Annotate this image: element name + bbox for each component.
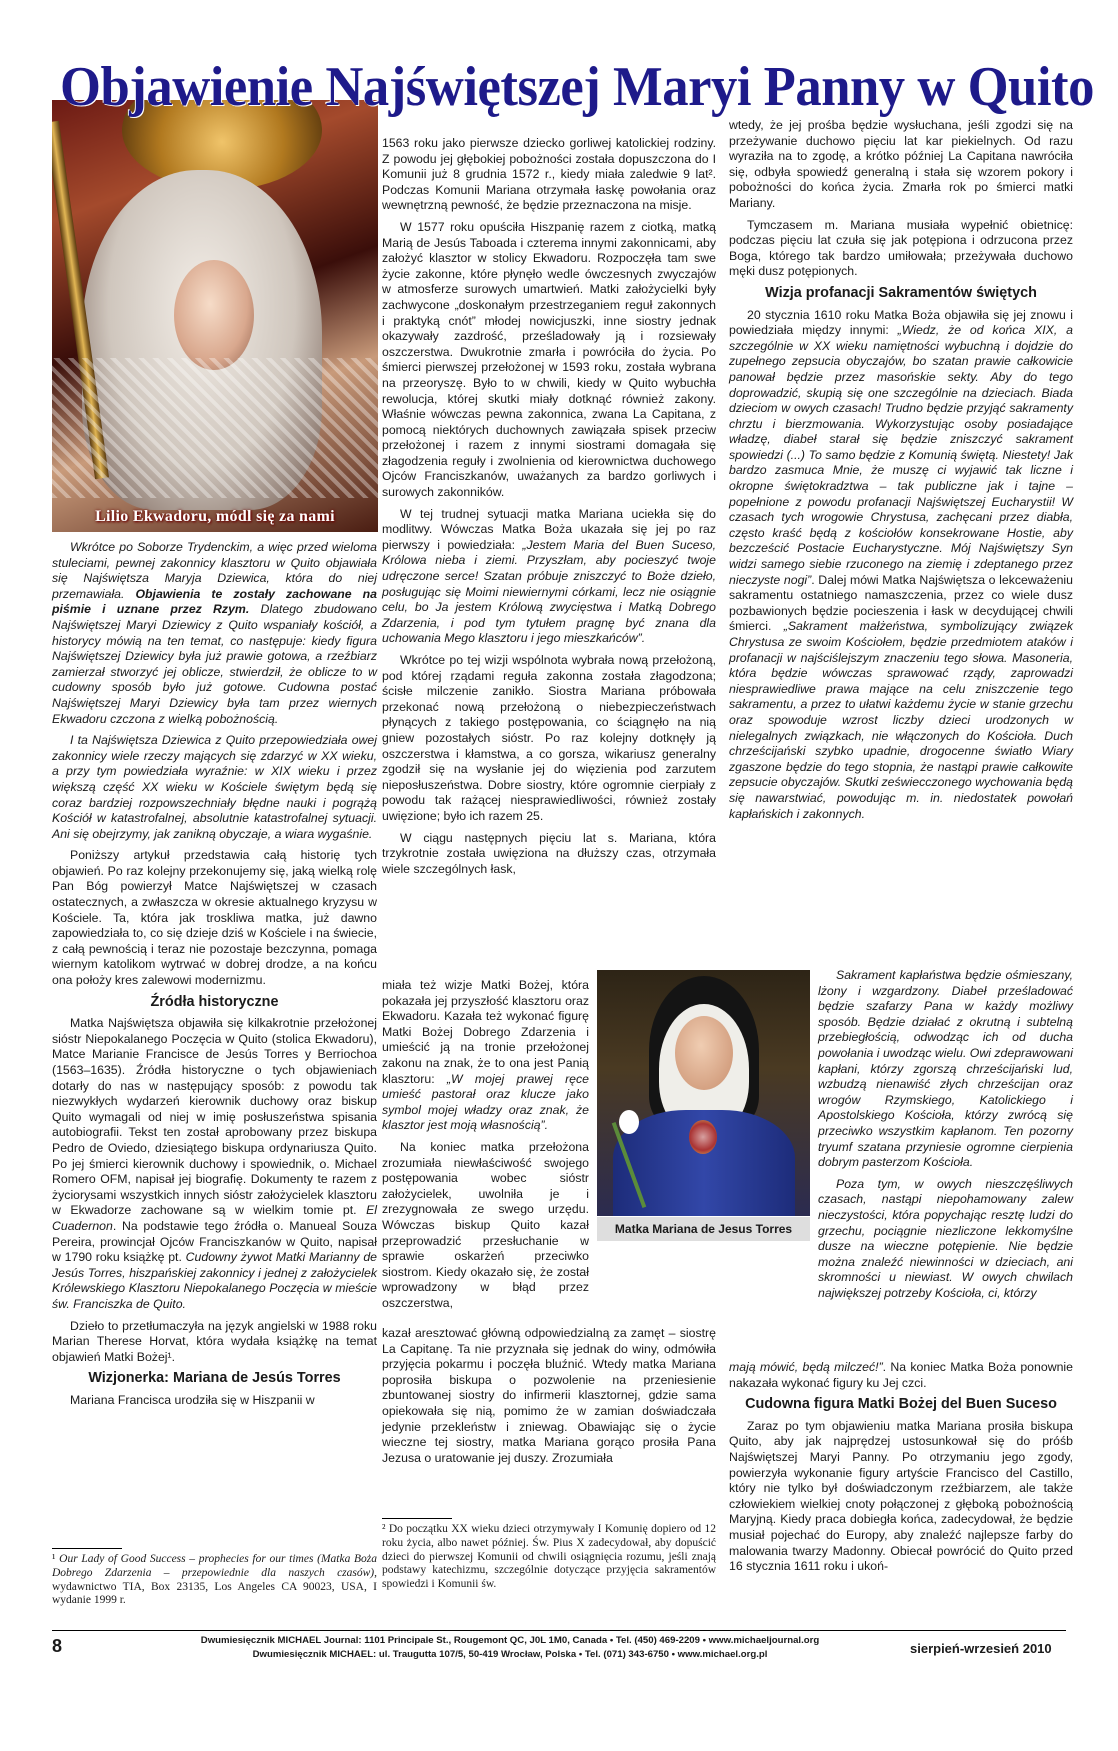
- paragraph: Sakrament kapłaństwa będzie ośmieszany, lżony i wzgardzony. Diabeł prześladować będzie szafarzy Pana w każdy możliwy sposób. Będzie działać z okrutną i subtelną przebiegłością, odwodząc ich od ducha powołania i uwodząc wielu. Owi zdeprawowani kapłani, którzy zgorszą chrześcijański lud, wzbudzą nienawiść złych chrześcijan oraz wrogów Rzymskiego, Katolickiego i Apostolskiego Kościoła, którzy zwrócą się przeciwko wszystkim kapłanom. Ten pozorny tryumf szatana przyniesie ogromne cierpienia dobrym pasterzom Kościoła.: [818, 968, 1073, 1170]
- paragraph: Na koniec matka przełożona zrozumiała niewłaściwość swojego postępowania wobec sióstr założycielek, uwolniła je i zrezygnowała ze swego urzędu. Wówczas biskup Quito kazał przeprowadzić przesłuchanie w sprawie oskarżeń przeciwko siostrom. Kiedy okazało się, że został wprowadzony w błąd przez oszczerstwa,: [382, 1139, 589, 1310]
- issue-date: sierpień-wrzesień 2010: [910, 1641, 1052, 1656]
- section-heading-sources: Źródła historyczne: [150, 993, 279, 1010]
- footer-address-canada: Dwumiesięcznik MICHAEL Journal: 1101 Principale St., Rougemont QC, J0L 1M0, Canada • Tel. (450) 469-2209 • www.michaeljournal.org: [200, 1635, 820, 1646]
- paragraph: wtedy, że jej prośba będzie wysłuchana, jeśli zgodzi się na przeżywanie duchowo pięciu lat kar piekielnych. Od razu wyraziła na to zgodę, a krótko później La Capitana nawróciła się, odbyła spowiedź generalną i stała się wzorem pokory i pobożności do końca życia. Zmarła rok po śmierci matki Mariany.: [729, 118, 1073, 210]
- statue-caption: Lilio Ekwadoru, módl się za nami: [95, 508, 335, 525]
- paragraph: 20 stycznia 1610 roku Matka Boża objawiła się jej znowu i powiedziała między innymi: „Wiedz, że od końca XIX, a szczególnie w XX wieku namiętności wybuchną i dojdzie do zupełnego zepsucia obyczajów, bo szatan prawie całkowicie panował będzie przez masońskie sekty. Aby do tego doprowadzić, skupią się one szczególnie na dzieciach. Biada dzieciom w owych czasach! Trudno będzie przyjąć sakramenty chrztu i bierzmowania. Wykorzystując osoby posiadające władzę, diabeł starał się będzie zniszczyć sakrament spowiedzi (...) To samo będzie z Komunią świętą. Niestety! Jak bardzo zasmuca Mnie, że muszę ci wyjawić tak liczne i okropne świętokradztwa – tak publiczne jak i tajne – popełnione z powodu profanacji Najświętszej Eucharystii! W czasach tych wrogowie Chrystusa, zachęcani przez diabła, często kraść będą z kościołów konsekrowane Hostie, aby bezcześcić Postacie Eucharystyczne. Mój Najświętszy Syn widzi samego siebie rzuconego na ziemię i zdeptanego przez nieczyste nogi”. Dalej mówi Matka Najświętsza o lekceważeniu sakramentu ostatniego namaszczenia, przez co wiele dusz pozbawionych będzie pocieszenia i łask w decydującej chwili śmierci. „Sakrament małżeństwa, symbolizujący związek Chrystusa ze swoim Kościołem, będzie przedmiotem ataków i profanacji w najściślejszym znaczeniu tego słowa. Masoneria, która będzie wówczas sprawować rządy, zaprowadzi niesprawiedliwe prawa mające na celu zniszczenie tego sakramentu, a przez to ułatwi każdemu życie w stanie grzechu oraz spowoduje wzrost liczby dzieci urodzonych w nielegalnych związkach, nie włączonych do Kościoła. Duch chrześcijański szybko upadnie, drogocenne światło Wiary zgaszone będzie do tego stopnia, że nastąpi prawie całkowite zepsucie obyczajów. Skutki zeświecczonego wychowania będą się nawarstwiać, powodując m. in. niedostatek powołań kapłańskich i zakonnych.: [729, 307, 1074, 821]
- section-heading-figure: Cudowna figura Matki Bożej del Buen Suceso: [745, 1396, 1057, 1413]
- footer-rule: [52, 1630, 1066, 1631]
- footer-address-poland: Dwumiesięcznik MICHAEL: ul. Traugutta 107/5, 50-419 Wrocław, Polska • Tel. (071) 343-6750 • www.michael.org.pl: [252, 1649, 768, 1660]
- column-1: [52, 540, 377, 1414]
- footnote-1: ¹ Our Lady of Good Success – prophecies for our times (Matka Boża Dobrego Zdarzenia – przepowiednie dla naszych czasów), wydawnictwo TIA, Box 23135, Los Angeles CA 90023, USA, I wydanie 1999 r.: [52, 1553, 377, 1607]
- paragraph: Mariana Francisca urodziła się w Hiszpanii w: [70, 1392, 315, 1407]
- portrait-caption: Matka Mariana de Jesus Torres: [597, 1217, 810, 1241]
- column-3-bottom: [729, 1360, 1073, 1581]
- paragraph: 1563 roku jako pierwsze dziecko gorliwej katolickiej rodziny. Z powodu jej głębokiej pobożności została dopuszczona do I Komunii już 8 grudnia 1572 r., kiedy miała zaledwie 9 lat². Podczas Komunii Mariana otrzymała łaskę powołania oraz wewnętrzną pewność, że będzie przeznaczona na misje.: [382, 136, 716, 213]
- column-2-bottom: [382, 1326, 716, 1472]
- column-2: [382, 136, 716, 883]
- column-3: [729, 118, 1073, 828]
- footnote-rule: [52, 1548, 122, 1549]
- paragraph: Matka Najświętsza objawiła się kilkakrotnie przełożonej sióstr Niepokalanego Poczęcia w Quito (stolica Ekwadoru), Matce Marianie Francisce de Jesús Torres y Berriochoa (1563–1635). Źródła historyczne o tych objawieniach dotarły do nas w następujący sposób: z powodu tak niezwykłych wydarzeń kierownik duchowy oraz biskup Quito wymagali od niej w imię posłuszeństwa spisania autobiografii. Tekst ten został aprobowany przez biskupa Pedro de Oviedo, dziesiątego biskupa ordynariusza Quito. Po jej śmierci kierownik duchowy i spowiednik, o. Michael Romero OFM, napisał jej biografię. Dokumenty te razem z życiorysami wszystkich innych sióstr założycielek klasztoru w Ekwadorze zachowane są w wielkim tomie pt. El Cuadernon. Na podstawie tego źródła o. Manueal Souza Pereira, prowincjał Ojców Franciszkanów w Quito, napisał w 1790 roku książkę pt. Cudowny żywot Matki Marianny de Jesús Torres, hiszpańskiej zakonnicy i jednej z założycielek Królewskiego Klasztoru Niepokalanego Poczęcia w mieście św. Franciszka de Quito.: [52, 1016, 378, 1311]
- paragraph: Wkrótce po tej wizji wspólnota wybrała nową przełożoną, pod której rządami reguła zakonna została złagodzona; ścisłe milczenie zanikło. Siostra Mariana próbowała przekonać nową przełożoną o niebezpieczeństwach płynących z takiego postępowania, co ściągnęło na nią gniew pozostałych sióstr. Po raz kolejny dotknęły ją oszczerstwa i kłamstwa, a co gorsza, wikariusz generalny zgodził się na wysłanie jej do więzienia pod zarzutem nieposłuszeństwa. Dobre siostry, które ogromnie cierpiały z powodu tak rażącej niesprawiedliwości, również zostały uwięzione; było ich razem 25.: [382, 653, 716, 823]
- portrait-image: [597, 970, 810, 1216]
- lace-pattern: [52, 358, 378, 498]
- paragraph: miała też wizje Matki Bożej, która pokazała jej przyszłość klasztoru oraz Ekwadoru. Kazała też wykonać figurę Matki Bożej Dobrego Zdarzenia i umieścić ją na tronie przełożonej zakonu na znak, że to ona jest Panią klasztoru: „W mojej prawej ręce umieść pastorał oraz klucze jako symbol mojej władzy oraz znak, że klasztor jest moją własnością”.: [382, 978, 589, 1133]
- paragraph: mają mówić, będą milczeć!”. Na koniec Matka Boża ponownie nakazała wykonać figury ku Jej czci.: [729, 1360, 1073, 1390]
- intro-paragraph: Wkrótce po Soborze Trydenckim, a więc przed wieloma stuleciami, pewnej zakonnicy klasztoru w Quito objawiała się Najświętsza Maryja Dziewica, która do niej przemawiała. Objawienia te zostały zachowane na piśmie i uznane przez Rzym. Dlatego zbudowano Najświętszej Maryi Dziewicy z Quito wspaniały kościół, a historycy mówią na ten temat, co następuje: kiedy figura Najświętszej Dziewicy była już prawie gotowa, a rzeźbiarz zamierzał stworzyć jej oblicze, stwierdził, że oblicze to w cudowny sposób było już gotowe. Cudowna postać Najświętszej Maryi Dziewicy była tam przez wiernych Ekwadoru czczona z wielką pobożnością.: [52, 540, 377, 726]
- face-shape: [174, 260, 254, 370]
- paragraph: W ciągu następnych pięciu lat s. Mariana, która trzykrotnie została uwięziona na dłuższy czas, otrzymała wiele szczególnych łask,: [382, 830, 716, 876]
- paragraph: W tej trudnej sytuacji matka Mariana uciekła się do modlitwy. Wówczas Matka Boża ukazała się jej po raz pierwszy i powiedziała: „Jestem Maria del Buen Suceso, Królowa nieba i ziemi. Przyszłam, aby pocieszyć twoje udręczone serce! Szatan próbuje zniszczyć to Boże dzieło, posługując się Moimi niewiernymi córkami, lecz nie osiągnie celu, bo Ja jestem Królową zwycięstwa i Matką Dobrego Zdarzenia, i pod tym tytułem pragnę być znana dla uchowania Mego klasztoru i jego mieszkańców”.: [382, 506, 716, 646]
- footnote-2: ² Do początku XX wieku dzieci otrzymywały I Komunię dopiero od 12 roku życia, albo nawet później. Św. Pius X zadecydował, aby dopuścić dzieci do pierwszej Komunii od chwili osiągnięcia rozumu, jeśli znają podstawy katechizmu, szczególnie dotyczące przyjęcia sakramentów spowiedzi i Komunii św.: [382, 1523, 717, 1591]
- paragraph: Poza tym, w owych nieszczęśliwych czasach, nastąpi niepohamowany zalew nieczystości, która popychając resztę ludzi do grzechu, pociągnie niezliczone lekkomyślne dusze na wieczne potępienie. Nie będzie można znaleźć niewinności w dzieciach, ani skromności u niewiast. W owych chwilach największej potrzeby Kościoła, ci, którzy: [818, 1176, 1073, 1300]
- column-3-wrapped: [818, 968, 1073, 1307]
- paragraph: Zaraz po tym objawieniu matka Mariana prosiła biskupa Quito, aby jak najprędzej ustosunkował się do próśb Najświętszej Maryi Panny. Po otrzymaniu jego zgody, powierzyła wykonanie figury artyście Francisco del Castillo, który nie tylko był doświadczonym rzeźbiarzem, ale także człowiekiem wielkiej cnoty połączonej z głęboką pobożnością Maryjną. Kiedy praca dobiegła końca, zadecydował, że będzie musiał pojechać do Europy, aby znaleźć najlepsze farby do malowania twarzy Madonny. Obiecał powrócić do Quito przed 16 stycznia 1611 roku i ukoń-: [729, 1418, 1073, 1574]
- section-heading-visionary: Wizjonerka: Mariana de Jesús Torres: [88, 1370, 341, 1387]
- section-heading-vision: Wizja profanacji Sakramentów świętych: [765, 284, 1037, 301]
- paragraph: Tymczasem m. Mariana musiała wypełnić obietnicę: podczas pięciu lat czuła się jak potępiona i odrzucona przez Boga, którego tak bardzo umiłowała; przeżywała duchowo męki dusz potępionych.: [729, 217, 1073, 279]
- paragraph: Poniższy artykuł przedstawia całą historię tych objawień. Po raz kolejny przekonujemy się, jaką wielką rolę Pan Bóg powierzył Matce Najświętszej w czasach ostatecznych, a zwłaszcza w okresie aktualnego kryzysu w Kościele. Ta, która jak troskliwa matka, już dawno zapowiedziała to, co się dzieje dziś w Kościele i na świecie, z całą pewnością i teraz nie pozostaje bezczynna, pomaga wiernym katolikom wytrwać w dobrej drodze, a na końcu ona położy kres zalewowi modernizmu.: [52, 848, 377, 988]
- page-title: Objawienie Najświętszej Maryi Panny w Quito: [60, 56, 1094, 118]
- footnote-rule: [382, 1518, 452, 1519]
- statue-image: [52, 100, 378, 532]
- medal-shape: [689, 1120, 717, 1154]
- page-number: 8: [52, 1636, 63, 1656]
- paragraph: Dzieło to przetłumaczyła na język angielski w 1988 roku Marian Therese Horvat, która wydała książkę na temat objawień Matki Bożej¹.: [52, 1318, 377, 1364]
- paragraph: W 1577 roku opuściła Hiszpanię razem z ciotką, matką Marią de Jesús Taboada i czterema innymi zakonnicami, aby założyć klasztor w stolicy Ekwadoru. Rozpoczęła tam swe życie zakonne, które płynęło wedle ówczesnych zwyczajów w atmosferze surowych umartwień. Matki założycielki były zachwycone „doskonałym przestrzeganiem reguł zakonnych i praktyką cnót” młodej nowicjuszki, inne siostry jednak okazywały zazdrość, prześladowały ją i rozsiewały oszczerstwa. Dwukrotnie zmarła i powróciła do życia. Po śmierci pierwszej przełożonej w 1593 roku, została wybrana na przeoryszę. Było to w chwili, kiedy w Quito wybuchła rewolucja, której skutki miały dotknąć również zakony. Właśnie wówczas pewna zakonnica, zwana La Capitana, z pomocą niektórych duchownych zawiązała spisek przeciw przełożonej i razem z innymi siostrami domagała się złagodzenia reguły i zwolnienia od kierownictwa duchowego Ojców Franciszkanów, uważanych za bardzo gorliwych i surowych zakonników.: [382, 219, 716, 500]
- lily-flower: [619, 1110, 639, 1134]
- prophecy-paragraph: I ta Najświętsza Dziewica z Quito przepowiedziała owej zakonnicy wiele rzeczy mających się zdarzyć w XX wieku, a przy tym powiedziała wyraźnie: w XIX wieku i przez większą część XX wieku w Kościele świętym będą się coraz bardziej rozpowszechniały błędne nauki i pogrążą Kościół w katastrofalnej, absolutnie katastrofalnej sytuacji. Ani się obejrzymy, jak zanikną obyczaje, a wiara wygaśnie.: [52, 733, 377, 841]
- column-2-wrapped: [382, 978, 589, 1317]
- face-shape: [675, 1016, 733, 1090]
- paragraph: kazał aresztować główną odpowiedzialną za zamęt – siostrę La Capitanę. Ta nie przyznała się jednak do winy, odmówiła przyjęcia pokarmu i poczęła bluźnić. Wtedy matka Mariana poprosiła biskupa o pozwolenie na przeniesienie zbuntowanej siostry do infirmerii klasztornej, gdzie sama opiekowała się nią, pomimo że w zamian doświadczała jedynie przekleństw i zniewag. Obawiając się o życie wieczne tej siostry, matka Mariana gorąco prosiła Pana Jezusa o uratowanie jej duszy. Zrozumiała: [382, 1326, 716, 1465]
